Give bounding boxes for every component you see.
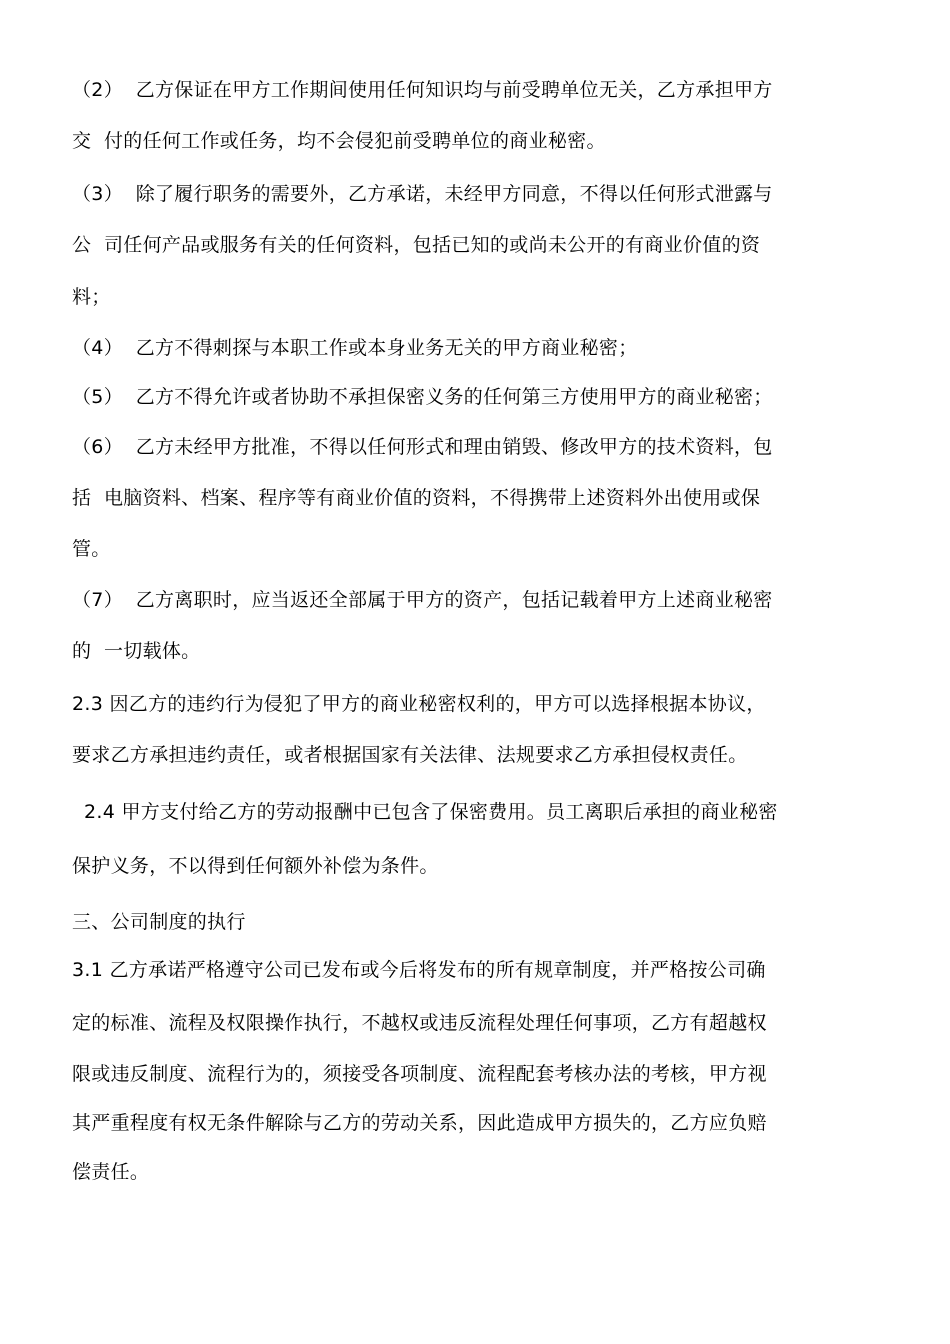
clause-2-3-line-2: 要求乙方承担违约责任，或者根据国家有关法律、法规要求乙方承担侵权责任。 xyxy=(72,744,748,766)
item-text: 除了履行职务的需要外，乙方承诺，未经甲方同意，不得以任何形式泄露与 xyxy=(135,183,773,205)
clause-2-3-line-1 xyxy=(72,692,766,716)
clause-number: 2.4 xyxy=(84,801,116,823)
item-text: 乙方未经甲方批准，不得以任何形式和理由销毁、修改甲方的技术资料，包 xyxy=(135,436,773,458)
item-marker: （4） xyxy=(72,337,123,359)
clause-text: 甲方支付给乙方的劳动报酬中已包含了保密费用。员工离职后承担的商业秘密 xyxy=(121,801,778,823)
item-2-line-2: 交 付的任何工作或任务，均不会侵犯前受聘单位的商业秘密。 xyxy=(72,130,606,152)
clause-text: 因乙方的违约行为侵犯了甲方的商业秘密权利的，甲方可以选择根据本协议， xyxy=(109,693,766,715)
item-4-line-1 xyxy=(72,336,638,360)
item-6-line-2: 括 电脑资料、档案、程序等有商业价值的资料，不得携带上述资料外出使用或保 xyxy=(72,487,761,509)
section-3-heading: 三、公司制度的执行 xyxy=(72,911,246,933)
item-marker: （6） xyxy=(72,436,123,458)
clause-2-4-line-2: 保护义务，不以得到任何额外补偿为条件。 xyxy=(72,855,439,877)
item-marker: （3） xyxy=(72,183,123,205)
clause-3-1-line-4: 其严重程度有权无条件解除与乙方的劳动关系，因此造成甲方损失的，乙方应负赔 xyxy=(72,1112,767,1134)
item-6-line-3: 管。 xyxy=(72,538,111,560)
item-3-line-1 xyxy=(72,182,773,206)
clause-3-1-line-2: 定的标准、流程及权限操作执行，不越权或违反流程处理任何事项，乙方有超越权 xyxy=(72,1012,767,1034)
clause-2-4-line-1 xyxy=(84,800,778,824)
item-text: 乙方保证在甲方工作期间使用任何知识均与前受聘单位无关，乙方承担甲方 xyxy=(135,79,773,101)
clause-3-1-line-1 xyxy=(72,958,766,982)
item-3-line-2: 公 司任何产品或服务有关的任何资料，包括已知的或尚未公开的有商业价值的资 xyxy=(72,234,761,256)
item-2-line-1 xyxy=(72,78,773,102)
item-7-line-2: 的 一切载体。 xyxy=(72,640,201,662)
item-marker: （5） xyxy=(72,386,123,408)
item-3-line-3: 料； xyxy=(72,286,111,308)
item-6-line-1 xyxy=(72,435,773,459)
item-text: 乙方不得刺探与本职工作或本身业务无关的甲方商业秘密； xyxy=(135,337,638,359)
clause-number: 3.1 xyxy=(72,959,104,981)
item-marker: （2） xyxy=(72,79,123,101)
item-marker: （7） xyxy=(72,589,123,611)
item-text: 乙方不得允许或者协助不承担保密义务的任何第三方使用甲方的商业秘密； xyxy=(135,386,773,408)
item-text: 乙方离职时，应当返还全部属于甲方的资产，包括记载着甲方上述商业秘密 xyxy=(135,589,773,611)
clause-3-1-line-5: 偿责任。 xyxy=(72,1161,150,1183)
item-7-line-1 xyxy=(72,588,773,612)
clause-number: 2.3 xyxy=(72,693,104,715)
clause-3-1-line-3: 限或违反制度、流程行为的，须接受各项制度、流程配套考核办法的考核，甲方视 xyxy=(72,1063,767,1085)
clause-text: 乙方承诺严格遵守公司已发布或今后将发布的所有规章制度，并严格按公司确 xyxy=(109,959,766,981)
item-5-line-1 xyxy=(72,385,773,409)
